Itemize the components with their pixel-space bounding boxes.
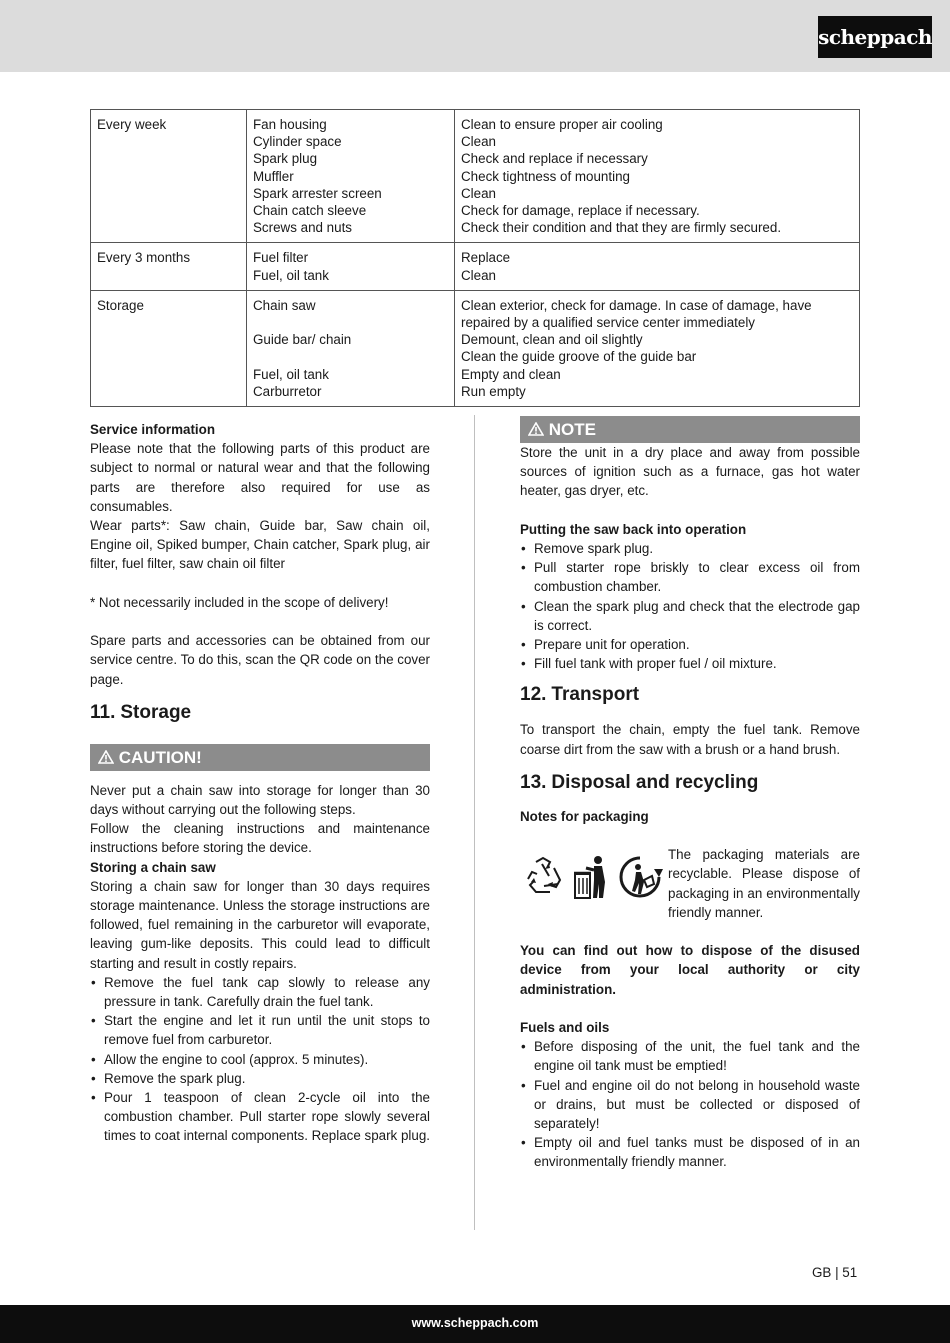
list-item: • Allow the engine to cool (approx. 5 minutes). [90, 1050, 430, 1069]
warning-triangle-icon [528, 420, 549, 439]
right-column [520, 416, 860, 1172]
action-line: Empty and clean [461, 366, 561, 382]
list-item: • Pull starter rope briskly to clear excess oil from combustion chamber. [520, 558, 860, 596]
left-column [90, 420, 430, 1146]
section-heading-transport: 12. Transport [520, 684, 640, 706]
list-item: • Before disposing of the unit, the fuel tank and the engine oil tank must be emptied! [520, 1037, 860, 1075]
caution-banner: CAUTION! [90, 744, 430, 771]
part-line: Fuel filter [253, 250, 309, 266]
transport-text: To transport the chain, empty the fuel tank. Remove coarse dirt from the saw with a brush or a hand brush. [520, 722, 860, 757]
packaging-text: The packaging materials are recyclable. Please dispose of packaging in an environmentally friendly manner. [668, 847, 860, 920]
part-line: Spark arrester screen [253, 185, 382, 201]
list-item: • Empty oil and fuel tanks must be disposed of in an environmentally friendly manner. [520, 1133, 860, 1171]
part-line: Screws and nuts [253, 220, 352, 236]
note-text: Store the unit in a dry place and away from possible sources of ignition such as a furnace, gas hot water heater, gas dryer, etc. [520, 445, 860, 499]
list-item: • Remove the fuel tank cap slowly to release any pressure in tank. Carefully drain the fuel tank. [90, 973, 430, 1011]
tidyman-bin-icon [572, 854, 610, 905]
storing-steps-list [90, 973, 430, 1146]
storing-heading: Storing a chain saw [90, 859, 216, 875]
action-line: Replace [461, 250, 511, 266]
interval-cell: Storage [91, 290, 247, 406]
section-heading-storage: 11. Storage [90, 701, 192, 723]
packaging-icons [520, 849, 668, 909]
parts-cell [247, 243, 455, 290]
part-line: Fuel, oil tank [253, 267, 329, 283]
part-line: Chain catch sleeve [253, 203, 367, 219]
note-banner: NOTE [520, 416, 860, 443]
maintenance-table [90, 109, 860, 407]
parts-cell [247, 110, 455, 243]
list-item: • Clean the spark plug and check that the electrode gap is correct. [520, 597, 860, 635]
action-line: Clean [461, 134, 496, 150]
list-item: • Prepare unit for operation. [520, 635, 860, 654]
interval-cell: Every 3 months [91, 243, 247, 290]
table-row [91, 243, 860, 290]
action-line: Check their condition and that they are firmly secured. [461, 220, 782, 236]
action-line: Demount, clean and oil slightly [461, 332, 643, 348]
action-line: Check and replace if necessary [461, 151, 648, 167]
actions-cell [455, 290, 860, 406]
footer-url[interactable]: www.scheppach.com [411, 1316, 539, 1330]
storing-text: Storing a chain saw for longer than 30 days requires storage maintenance. Unless the storage instructions are followed, fuel remaining in the carburetor will evaporate, leaving gum-like deposits. This could lead to difficult starting and result in costly repairs. [90, 878, 430, 971]
actions-cell [455, 110, 860, 243]
footer-bar [0, 1305, 950, 1343]
recycling-icon [520, 854, 566, 905]
part-line: Guide bar/ chain [253, 332, 352, 348]
authority-text: You can find out how to dispose of the disused device from your local authority or city administration. [520, 943, 860, 997]
header-bar [0, 0, 950, 72]
part-line: Fan housing [253, 117, 327, 132]
recyclable-symbol-icon [616, 854, 664, 905]
back-into-operation-list [520, 539, 860, 673]
section-heading-disposal: 13. Disposal and recycling [520, 771, 759, 793]
list-item: • Start the engine and let it run until the unit stops to remove fuel from carburetor. [90, 1011, 430, 1049]
part-line: Muffler [253, 168, 294, 184]
action-line: Check for damage, replace if necessary. [461, 203, 700, 219]
part-line: Carburretor [253, 383, 322, 399]
action-line: Clean [461, 267, 496, 283]
part-line: Cylinder space [253, 134, 342, 150]
list-item: • Remove the spark plug. [90, 1069, 430, 1088]
scheppach-logo: scheppach [818, 16, 932, 58]
actions-cell [455, 243, 860, 290]
list-item: • Remove spark plug. [520, 539, 860, 558]
action-line: Clean the guide groove of the guide bar [461, 349, 697, 365]
table-row [91, 290, 860, 406]
footnote: * Not necessarily included in the scope of delivery! [90, 594, 389, 610]
table-row [91, 110, 860, 243]
warning-triangle-icon [98, 748, 119, 767]
part-line [253, 314, 448, 331]
action-line: repaired by a qualified service center immediately [461, 315, 755, 331]
fuels-list [520, 1037, 860, 1171]
fuels-heading: Fuels and oils [520, 1020, 610, 1036]
part-line: Spark plug [253, 151, 318, 167]
service-text: Please note that the following parts of this product are subject to normal or natural wear and that the following parts are therefore also required for use as consumables. [90, 441, 430, 514]
part-line: Chain saw [253, 297, 316, 313]
packaging-block [520, 845, 860, 922]
list-item: • Pour 1 teaspoon of clean 2-cycle oil into the combustion chamber. Pull starter rope slowly several times to coat internal components. Replace spark plug. [90, 1088, 430, 1146]
part-line: Fuel, oil tank [253, 366, 329, 382]
action-line: Clean to ensure proper air cooling [461, 117, 663, 132]
list-item: • Fuel and engine oil do not belong in household waste or drains, but must be collected or disposed of separately! [520, 1076, 860, 1134]
page-number: GB | 51 [812, 1265, 858, 1280]
part-line [253, 348, 448, 365]
service-heading: Service information [90, 422, 216, 437]
caution-text: Never put a chain saw into storage for longer than 30 days without carrying out the following steps. [90, 782, 430, 818]
wear-parts-text: Wear parts*: Saw chain, Guide bar, Saw chain oil, Engine oil, Spiked bumper, Chain catcher, Spark plug, air filter, fuel filter, saw chain oil filter [90, 518, 430, 572]
list-item: • Fill fuel tank with proper fuel / oil mixture. [520, 654, 860, 673]
action-line: Clean exterior, check for damage. In case of damage, have [461, 297, 812, 313]
parts-cell [247, 290, 455, 406]
action-line: Clean [461, 185, 496, 201]
column-divider [474, 415, 475, 1230]
action-line: Check tightness of mounting [461, 168, 630, 184]
spare-parts-text: Spare parts and accessories can be obtained from our service centre. To do this, scan the QR code on the cover page. [90, 633, 430, 687]
back-into-operation-heading: Putting the saw back into operation [520, 521, 747, 537]
interval-cell: Every week [91, 110, 247, 243]
action-line: Run empty [461, 383, 526, 399]
follow-text: Follow the cleaning instructions and maintenance instructions before storing the device. [90, 821, 430, 856]
packaging-heading: Notes for packaging [520, 808, 649, 824]
